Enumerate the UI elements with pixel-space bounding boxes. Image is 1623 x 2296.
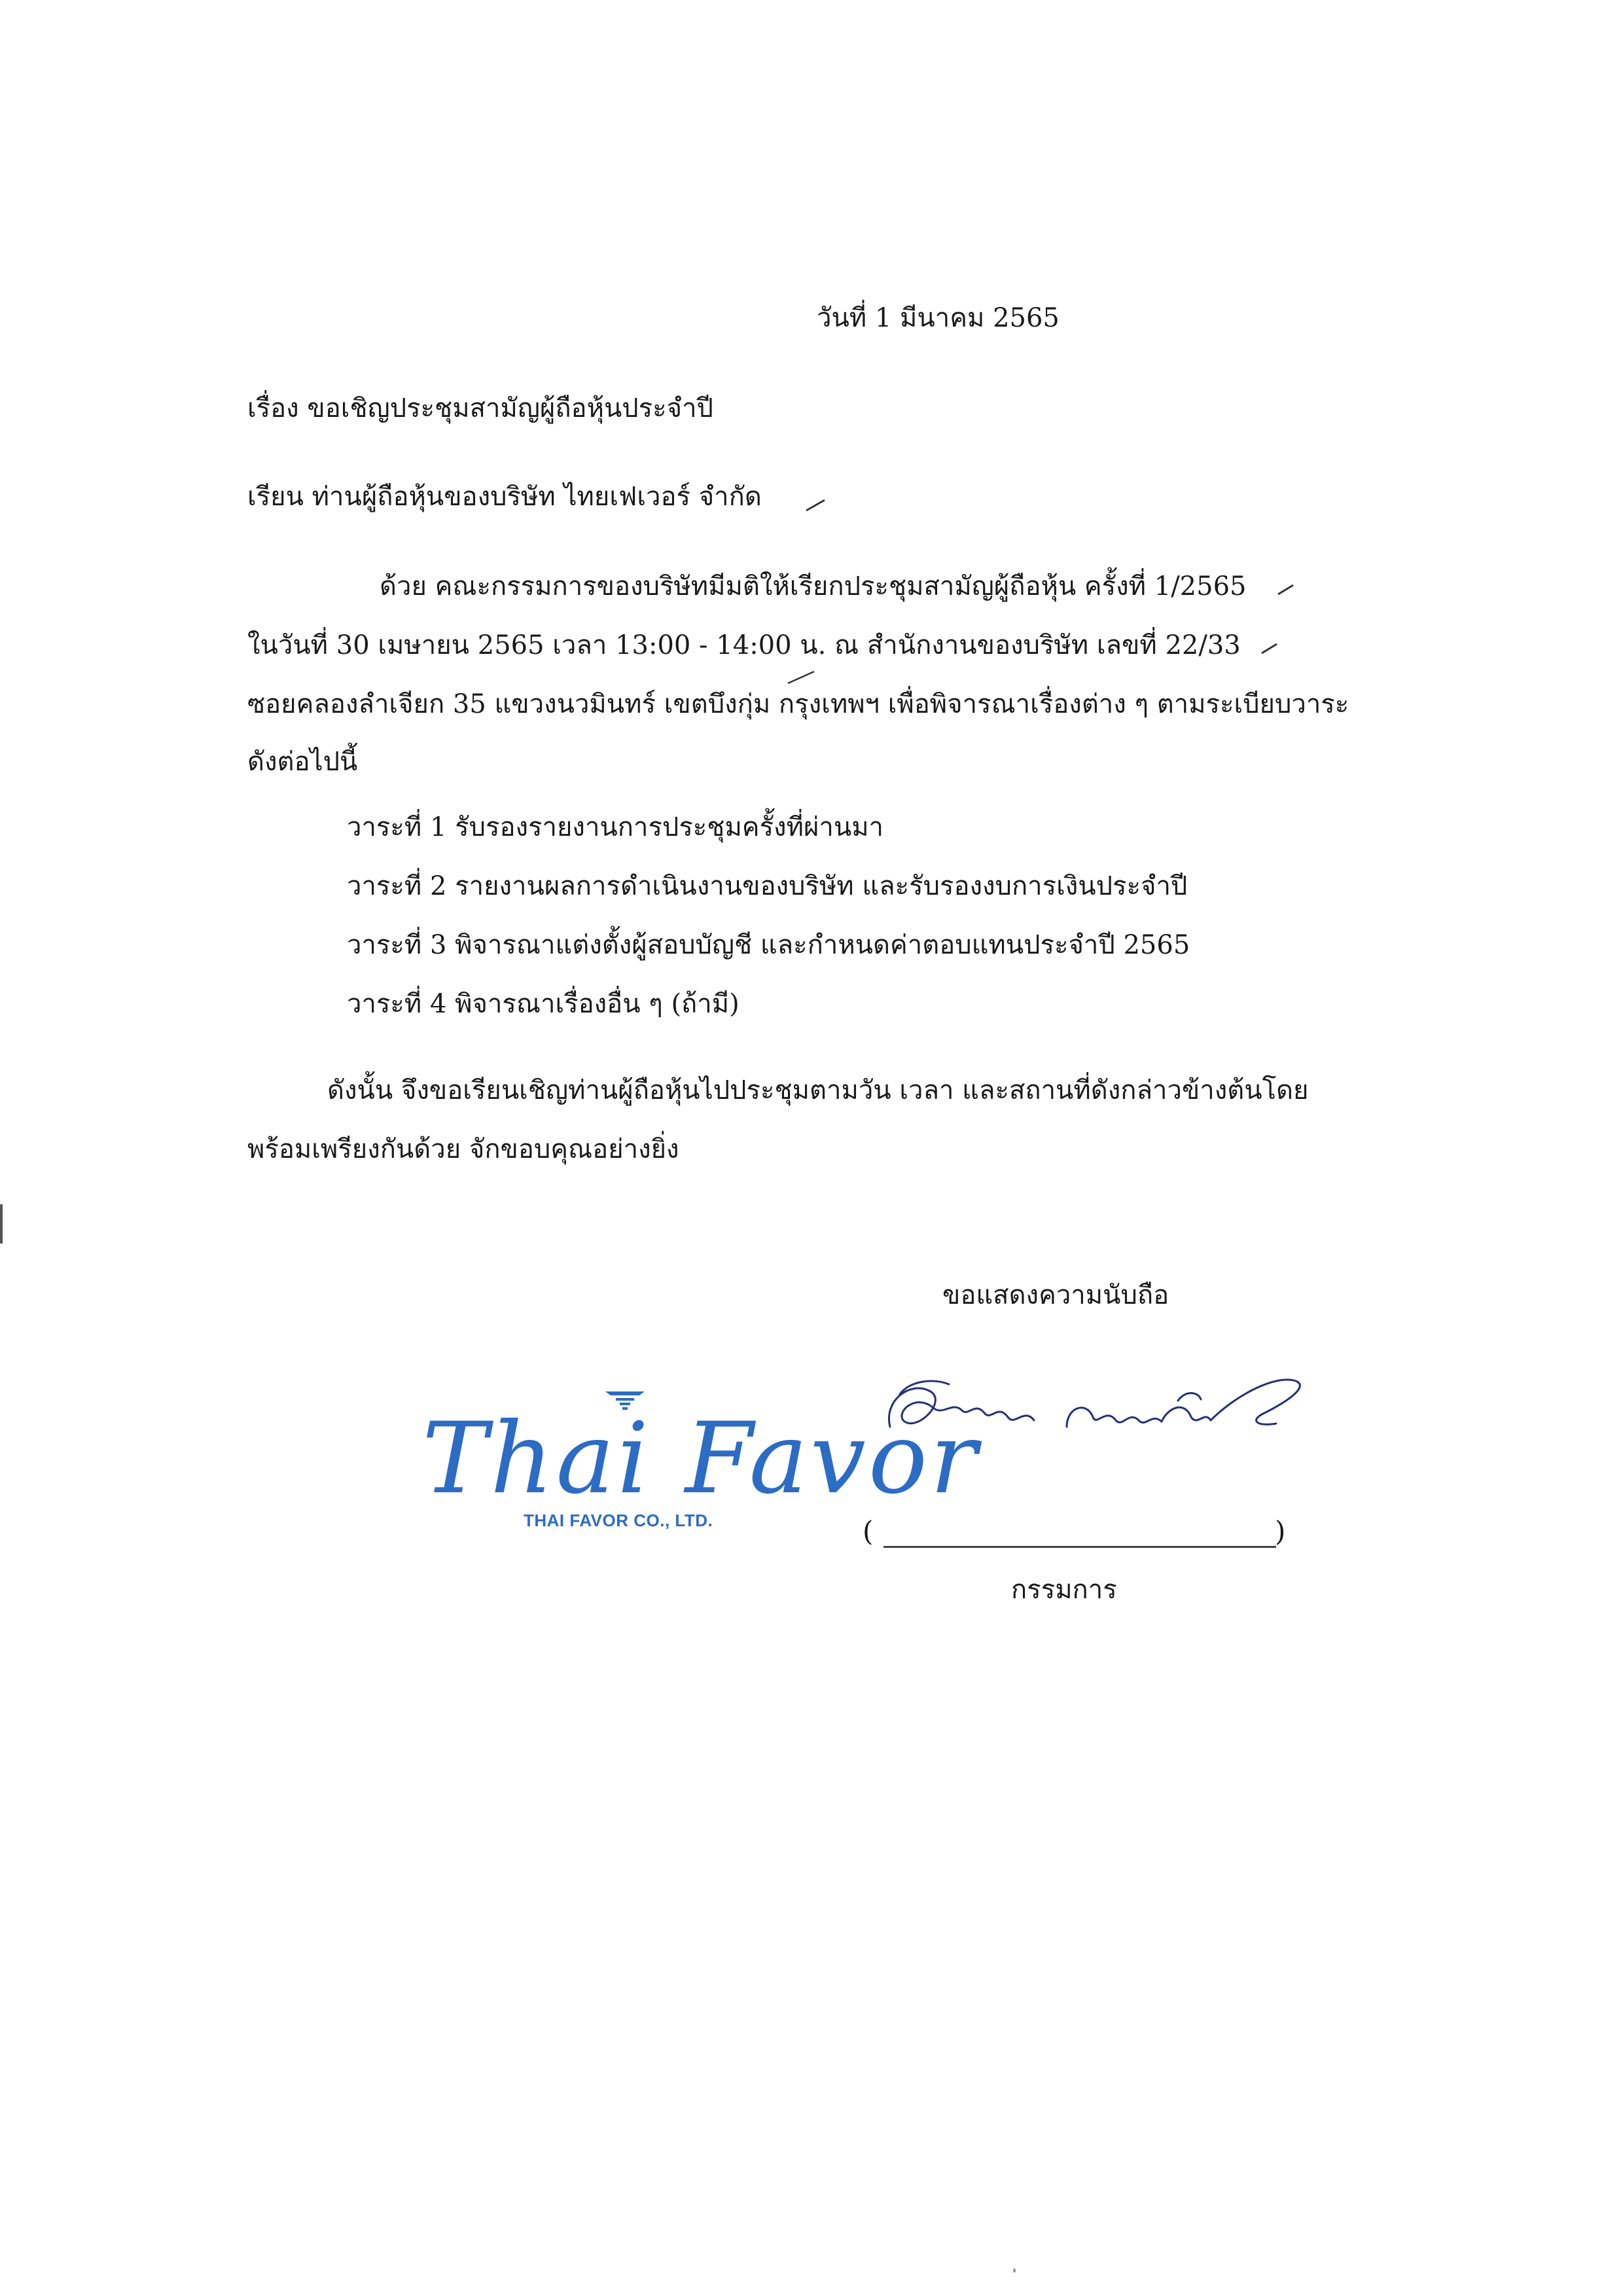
body-line-4: ดังต่อไปนี้: [247, 747, 358, 777]
body-line-3: ซอยคลองลำเจียก 35 แขวงนวมินทร์ เขตบึงกุ่ม กรุงเทพฯ เพื่อพิจารณาเรื่องต่าง ๆ ตามระเบียบวาระ: [247, 689, 1349, 719]
handwritten-signature: [870, 1355, 1315, 1466]
check-tick-mark: [1276, 581, 1296, 597]
body-line-1: ด้วย คณะกรรมการของบริษัทมีมติให้เรียกประชุมสามัญผู้ถือหุ้น ครั้งที่ 1/2565: [380, 571, 1247, 601]
scan-speck: [1013, 2269, 1016, 2272]
agenda-item-1: วาระที่ 1 รับรองรายงานการประชุมครั้งที่ผ่านมา: [347, 812, 884, 842]
letter-date: วันที่ 1 มีนาคม 2565: [817, 303, 1060, 333]
check-tick-mark: [785, 668, 818, 687]
agenda-item-4: วาระที่ 4 พิจารณาเรื่องอื่น ๆ (ถ้ามี): [347, 989, 740, 1019]
signatory-paren-open: (: [863, 1515, 874, 1547]
conclusion-line-2: พร้อมเพรียงกันด้วย จักขอบคุณอย่างยิ่ง: [247, 1134, 679, 1164]
letter-subject: เรื่อง ขอเชิญประชุมสามัญผู้ถือหุ้นประจำปี: [247, 393, 713, 423]
check-tick-mark: [1260, 640, 1279, 656]
scan-edge-mark: [0, 1204, 3, 1244]
closing-phrase: ขอแสดงความนับถือ: [942, 1280, 1169, 1310]
body-line-2: ในวันที่ 30 เมษายน 2565 เวลา 13:00 - 14:00 น. ณ สำนักงานของบริษัท เลขที่ 22/33: [247, 630, 1241, 660]
letter-salutation: เรียน ท่านผู้ถือหุ้นของบริษัท ไทยเฟเวอร์ จำกัด: [247, 482, 762, 512]
conclusion-line-1: ดังนั้น จึงขอเรียนเชิญท่านผู้ถือหุ้นไปประชุมตามวัน เวลา และสถานที่ดังกล่าวข้างต้นโดย: [327, 1075, 1309, 1105]
company-name-label: THAI FAVOR CO., LTD.: [524, 1511, 713, 1530]
agenda-item-2: วาระที่ 2 รายงานผลการดำเนินงานของบริษัท และรับรองงบการเงินประจำปี: [347, 871, 1188, 901]
svg-text:Thai Favor: Thai Favor: [422, 1402, 980, 1516]
signatory-paren-close: ): [1275, 1515, 1286, 1547]
signatory-title: กรรมการ: [1011, 1575, 1117, 1605]
check-tick-mark: [804, 496, 827, 513]
agenda-item-3: วาระที่ 3 พิจารณาแต่งตั้งผู้สอบบัญชี และกำหนดค่าตอบแทนประจำปี 2565: [347, 930, 1190, 960]
signature-line: [883, 1546, 1276, 1548]
